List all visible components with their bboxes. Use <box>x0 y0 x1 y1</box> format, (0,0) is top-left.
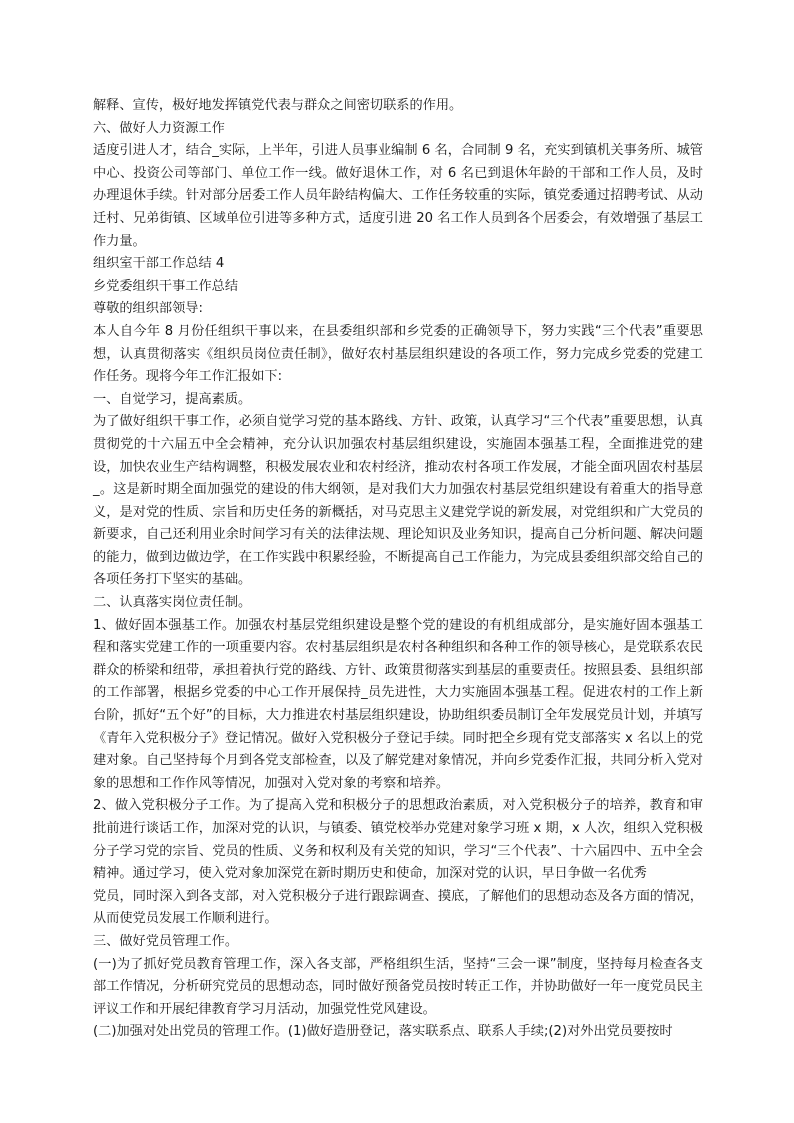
paragraph-intro-end: 解释、宣传，极好地发挥镇党代表与群众之间密切联系的作用。 <box>93 98 463 113</box>
paragraph-opening: 本人自今年 8 月份任组织干事以来，在县委组织部和乡党委的正确领导下，努力实践“三个代表”重要思想，认真贯彻落实《组织员岗位责任制》，做好农村基层组织建设的各项工作，努力完成乡党委的党建工作任务。现将今年工作汇报如下: <box>93 323 703 385</box>
document-page <box>93 95 703 1044</box>
section-heading-responsibility: 二、认真落实岗位责任制。 <box>93 595 252 611</box>
section-heading-hr: 六、做好人力资源工作 <box>93 120 225 136</box>
salutation: 尊敬的组织部领导: <box>93 301 203 317</box>
paragraph-subitem-1: (一)为了抓好党员教育管理工作，深入各支部，严格组织生活，坚持“三会一课”制度，坚持每月检查各支部工作情况，分析研究党员的思想动态，同时做好预备党员按时转正工作，并协助做好一年一度党员民主评议工作和开展纪律教育学习月活动，加强党性党风建设。 <box>93 956 703 1017</box>
document-title: 组织室干部工作总结 4 <box>93 256 225 272</box>
paragraph-hr-body: 适度引进人才，结合_实际，上半年，引进人员事业编制 6 名，合同制 9 名，充实到镇机关事务所、城管中心、投资公司等部门、单位工作一线。做好退休工作，对 6 名已到退休年龄的干部和工作人员，及时办理退休手续。针对部分居委工作人员年龄结构偏大、工作任务较重的实际，镇党委通过招聘考试、从动迁村、兄弟街镇、区域单位引进等多种方式，适度引进 20 名工作人员到各个居委会，有效增强了基层工作力量。 <box>93 143 703 249</box>
document-subtitle: 乡党委组织干事工作总结 <box>93 278 239 294</box>
paragraph-item-2-continued: 党员，同时深入到各支部，对入党积极分子进行跟踪调查、摸底，了解他们的思想动态及各方面的情况，从而使党员发展工作顺利进行。 <box>93 888 703 927</box>
section-heading-member-management: 三、做好党员管理工作。 <box>93 933 239 949</box>
paragraph-study-body: 为了做好组织干事工作，必须自觉学习党的基本路线、方针、政策，认真学习“三个代表”重要思想，认真贯彻党的十六届五中全会精神，充分认识加强农村基层组织建设，实施固本强基工程，全面推进党的建设，加快农业生产结构调整，积极发展农业和农村经济，推动农村各项工作发展，才能全面巩固农村基层_。这是新时期全面加强党的建设的伟大纲领，是对我们大力加强农村基层党组织建设有着重大的指导意义，是对党的性质、宗旨和历史任务的新概括，对马克思主义建党学说的新发展，对党组织和广大党员的新要求，自己还利用业余时间学习有关的法律法规、理论知识及业务知识，提高自己分析问题、解决问题的能力，做到边做边学，在工作实践中积累经验，不断提高自己工作能力，为完成县委组织部交给自己的各项任务打下坚实的基础。 <box>93 414 703 588</box>
paragraph-item-1: 1、做好固本强基工作。加强农村基层党组织建设是整个党的建设的有机组成部分，是实施好固本强基工程和落实党建工作的一项重要内容。农村基层组织是农村各种组织和各种工作的领导核心，是党联系农民群众的桥梁和纽带，承担着执行党的路线、方针、政策贯彻落实到基层的重要责任。按照县委、县组织部的工作部署，根据乡党委的中心工作开展保持_员先进性，大力实施固本强基工程。促进农村的工作上新台阶，抓好“五个好”的目标，大力推进农村基层组织建设，协助组织委员制订全年发展党员计划，并填写《青年入党积极分子》登记情况。做好入党积极分子登记手续。同时把全乡现有党支部落实 x 名以上的党建对象。自己坚持每个月到各党支部检查，以及了解党建对象情况，并向乡党委作汇报，共同分析入党对象的思想和工作作风等情况，加强对入党对象的考察和培养。 <box>93 617 703 791</box>
paragraph-item-2: 2、做入党积极分子工作。为了提高入党和积极分子的思想政治素质，对入党积极分子的培养，教育和审批前进行谈话工作，加深对党的认识，与镇委、镇党校举办党建对象学习班 x 期，x 人次，组织入党积极分子学习党的宗旨、党员的性质、义务和权利及有关党的知识，学习“三个代表”、十六届四中、五中全会精神。通过学习，使入党对象加深党在新时期历史和使命，加深对党的认识，早日争做一名优秀 <box>93 798 703 882</box>
paragraph-subitem-2: (二)加强对处出党员的管理工作。(1)做好造册登记，落实联系点、联系人手续;(2)对外出党员要按时 <box>93 1024 673 1040</box>
section-heading-study: 一、自觉学习，提高素质。 <box>93 391 252 407</box>
